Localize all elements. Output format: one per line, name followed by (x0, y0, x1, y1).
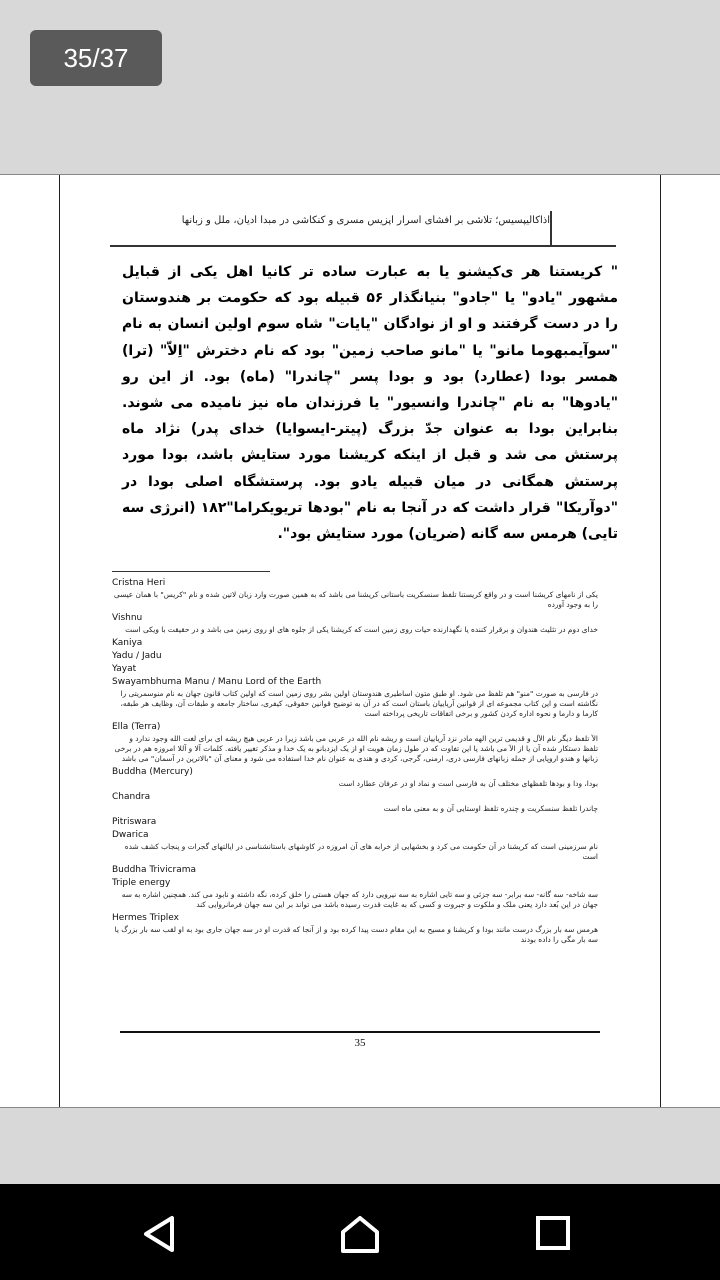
footnote (112, 864, 608, 877)
footnote (112, 877, 608, 912)
footnote-body: چاندرا تلفظ سنسکریت و چندره تلفظ اوستایی آن و به معنی ماه است (383, 804, 598, 813)
home-icon (340, 1214, 380, 1254)
footnote (112, 637, 608, 650)
page-border-left (59, 175, 60, 1107)
footnote-body: هرمس سه بار بزرگ درست مانند بودا و کریشنا و مسیح به این مقام دست پیدا کرده بود و از آنجا که قدرت او در سه جهان جاری بود به او لقب سه بار بزرگ یا سه بار مگی را داده بودند (114, 925, 598, 944)
running-header: آذاکالیپسیس؛ تلاشی بر افشای اسرار اپزیس مسری و کنکاشی در مبدأ ادیان، ملل و زبانها (181, 215, 550, 226)
footnote (112, 663, 608, 676)
footnote-body: خدای دوم در تثلیث هندوان و برقرار کننده یا نگهدارنده حیات روی زمین است که کریشنا یکی از جلوه های او روی زمین می باشد و در حقیقت با ویکی است (125, 625, 598, 634)
footnote-title: Dwarica (112, 830, 149, 840)
footnote (112, 766, 608, 791)
footnote (112, 612, 608, 637)
footnotes (112, 577, 608, 947)
footnote-title: Buddha (Mercury) (112, 767, 193, 777)
page-border-right (660, 175, 661, 1107)
footnote (112, 816, 608, 829)
footnote-title: Triple energy (112, 878, 171, 888)
footnote-title: Yadu / Jadu (112, 651, 162, 661)
footnote-body: در فارسی به صورت "منو" هم تلفظ می شود. او طبق متون اساطیری هندوستان اولین بشر روی زمین است که اولین کتاب قانون جهان به نام منوسمریتی را نگاشته است و این کتاب مجموعه ای از قوانین آریاییان باستان است که در آن به توضیح قوانین حقوقی، کیفری، ساختار جامعه و طبقات آن، وظایف هر طبقه، کارما و دارما و نحوه اداره کردن کشور و برخی اتفاقات تاریخی پرداخته است (120, 689, 598, 718)
footnote-title: Hermes Triplex (112, 913, 179, 923)
back-button[interactable] (140, 1214, 180, 1254)
footnote (112, 676, 608, 721)
footnote (112, 650, 608, 663)
recents-square-icon (534, 1214, 574, 1254)
footnote (112, 912, 608, 947)
footnote-title: Kaniya (112, 638, 143, 648)
main-paragraph: " کریستنا هر ی‌کیشنو یا به عبارت ساده تر کانیا اهل یکی از قبایل مشهور "یادو" یا "جادو" بنیانگذار ۵۶ قبیله بود که حکومت بر هندوستان را در دست گرفتند و او از نوادگان "یایات" شاه سوم اولین انسان به نام "سوآیمبهوما مانو" یا "مانو صاحب زمین" بود که نام دخترش "اِلاّ" (ترا) همسر بودا (عطارد) بود و بودا پسر "چاندرا" (ماه) بود. از این رو "یادوها" به نام "چاندرا وانسیور" یا فرزندان ماه نیز نامیده می شوند. بنابراین بودا به عنوان جدّ بزرگ (پیتر-ایسوایا) خدای پدر) نژاد ماه پرستش می شد و قبل از اینکه کریشنا مورد ستایش باشد، بودا مورد پرستش همگانی در میان قبیله یادو بود. پرستشگاه اصلی بودا در "دوآریکا" قرار داشت که در آنجا به نام "بودها تریویکراما"۱۸۲ (انرژی سه تایی) هرمس سه گانه (ضریان) مورد ستایش بود". (122, 264, 619, 543)
back-triangle-icon (140, 1214, 180, 1254)
footnote-separator (112, 571, 270, 572)
footnote-title: Cristna Heri (112, 578, 166, 588)
home-button[interactable] (340, 1214, 380, 1254)
footnote-body: بودا، ودا و بودها تلفظهای مختلف آن به فارسی است و نماد او در عرفان عطارد است (338, 779, 598, 788)
footnote (112, 791, 608, 816)
footnote-title: Ella (Terra) (112, 722, 161, 732)
recents-button[interactable] (534, 1214, 574, 1254)
footer-rule (120, 1031, 600, 1033)
footnote-body: سه شاخه- سه گانه- سه برابر- سه جزئی و سه تایی اشاره به سه نیرویی دارد که جهان هستی را خلق کرده، نگه داشته و نابود می کند. همچنین اشاره به سه جهان در این بُعد دارد یعنی ملک و ملکوت و جبروت و کسی که به غایت قدرت رسیده باشد می تواند بر این سه جهان فرمانروایی کند (121, 890, 598, 909)
footnote (112, 577, 608, 612)
android-navigation-bar (0, 1184, 720, 1280)
header-rule (110, 245, 616, 247)
footnote-title: Vishnu (112, 613, 143, 623)
footnote-title: Yayat (112, 664, 137, 674)
footnote-title: Buddha Trivicrama (112, 865, 197, 875)
document-page[interactable] (0, 174, 720, 1108)
footnote (112, 829, 608, 864)
page-counter-badge: 35/37 (30, 30, 162, 86)
header-divider (550, 211, 552, 245)
footnote-title: Chandra (112, 792, 151, 802)
footnote-title: Pitriswara (112, 817, 157, 827)
footnote-title: Swayambhuma Manu / Manu Lord of the Earth (112, 677, 322, 687)
footnote-body: نام سرزمینی است که کریشنا در آن حکومت می کرد و بخشهایی از خرابه های آن امروزه در کاوشهای باستانشناسی در ایالتهای گجرات و پنجاب کشف شده است (124, 842, 598, 861)
page-number: 35 (354, 1037, 366, 1049)
footnote-body: یکی از نامهای کریشنا است و در واقع کریستنا تلفظ سنسکریت باستانی کریشنا می باشد که به همین صورت وارد زبان لاتین شده و نام "کریس" با همان عیسی را به وجود آورده (113, 590, 598, 609)
footnote-body: الآ تلفظ دیگر نام الآل و قدیمی ترین الهه مادر نزد آریاییان است و ریشه نام الله در عربی می باشد زیرا در عربی هیچ ریشه ای برای لغت الله وجود ندارد و تلفظ دستکار شده آن یا از الآ می باشد یا این تفاوت که در طول زمان هویت او از یک ایزدبانو به یک خدا و مذکر تغییر یافته. کلمات آلا و آللا امروزه هم در برخی زبانها و هندو اروپایی از جمله زبانهای فارسی دری، ارمنی، گرجی، کردی و هندی به عنوان نام خدا استفاده می شود و معنای آن "بالاترین در آسمان" می باشد (114, 734, 598, 763)
footnote (112, 721, 608, 766)
